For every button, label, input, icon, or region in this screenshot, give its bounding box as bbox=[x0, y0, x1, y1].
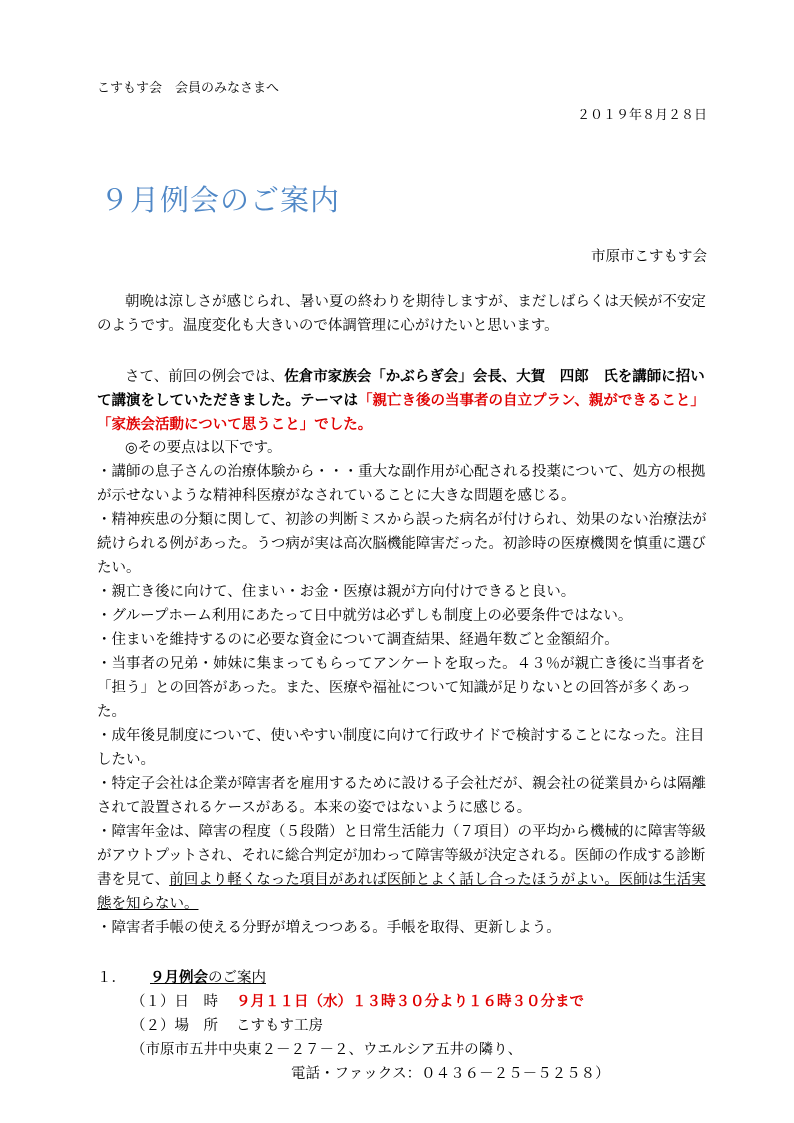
summary-heading: ◎その要点は以下です。 bbox=[125, 440, 282, 456]
list-item: ・障害者手帳の使える分野が増えつつある。手帳を取得、更新しよう。 bbox=[97, 920, 561, 936]
list-item: ・特定子会社は企業が障害者を雇用するために設ける子会社だが、親会社の従業員からは隔離されて設置されるケースがある。本来の姿ではないように感じる。 bbox=[97, 776, 706, 816]
intro-paragraph bbox=[97, 365, 707, 437]
meeting-place-row bbox=[97, 1014, 717, 1038]
section-heading-bold: ９月例会 bbox=[150, 970, 208, 986]
list-item: ・講師の息子さんの治療体験から・・・重大な副作用が心配される投薬について、処方の根拠が示せないような精神科医療がなされていることに大きな問題を感じる。 bbox=[97, 464, 706, 504]
list-item: ・住まいを維持するのに必要な資金について調査結果、経過年数ごと金額紹介。 bbox=[97, 632, 619, 648]
meeting-section bbox=[97, 966, 717, 1086]
pension-underlined: 前回より軽くなった項目があれば医師とよく話し合ったほうがよい。医師は生活実態を知らない。 bbox=[97, 872, 706, 912]
organization-name: 市原市こすもす会 bbox=[591, 249, 707, 265]
pension-text: ・障害年金は、障害の程度（５段階）と日常生活能力（７項目）の平均から機械的に障害等級がアウトプットされ、それに総合判定が加わって障害等級が決定される。医師の作成する診断書を見て、 bbox=[97, 824, 706, 888]
place-value: こすもす工房 bbox=[236, 1018, 323, 1034]
section-number: １． bbox=[97, 970, 126, 986]
list-item: ・当事者の兄弟・姉妹に集まってもらってアンケートを取った。４３％が親亡き後に当事者を「担う」との回答があった。また、医療や福祉について知識が足りないとの回答が多くあった。 bbox=[97, 656, 706, 720]
intro-prefix: さて、前回の例会では、 bbox=[125, 369, 285, 385]
greeting-paragraph: 朝晩は涼しさが感じられ、暑い夏の終わりを期待しますが、まだしばらくは天候が不安定のようです。温度変化も大きいので体調管理に心がけたいと思います。 bbox=[97, 294, 706, 334]
page-title: ９月例会のご案内 bbox=[100, 183, 341, 217]
addressee: こすもす会 会員のみなさまへ bbox=[97, 81, 280, 96]
list-item: ・親亡き後に向けて、住まい・お金・医療は親が方向付けできると良い。 bbox=[97, 584, 576, 600]
letter-date: ２０１９年８月２８日 bbox=[576, 108, 707, 123]
list-item: ・グループホーム利用にあたって日中就労は必ずしも制度上の必要条件ではない。 bbox=[97, 608, 633, 624]
place-label: （２）場 所 bbox=[131, 1018, 218, 1034]
date-label: （１）日 時 bbox=[131, 994, 218, 1010]
list-item: ・成年後見制度について、使いやすい制度に向けて行政サイドで検討することになった。注目したい。 bbox=[97, 728, 705, 768]
intro-speaker: 佐倉市家族会「かぶらぎ会」会長、大賀 四郎 氏を講師に招いて講演をしていただきました。テーマは bbox=[97, 369, 705, 409]
meeting-date-row bbox=[97, 990, 717, 1014]
intro-theme: 「親亡き後の当事者の自立プラン、親ができること」「家族会活動について思うこと」でした。 bbox=[97, 393, 705, 433]
list-item-pension bbox=[97, 820, 707, 916]
meeting-contact: 電話・ファックス：０４３６－２５－５２５８） bbox=[291, 1066, 610, 1082]
summary-list bbox=[97, 436, 707, 940]
meeting-address: （市原市五井中央東２－２７－２、ウエルシア五井の隣り、 bbox=[131, 1042, 523, 1058]
section-heading-rest: のご案内 bbox=[208, 970, 266, 986]
list-item: ・精神疾患の分類に関して、初診の判断ミスから誤った病名が付けられ、効果のない治療法が続けられる例があった。うつ病が実は高次脳機能障害だった。初診時の医療機関を慎重に選びたい。 bbox=[97, 512, 707, 576]
date-value: ９月１１日（水）１３時３０分より１６時３０分まで bbox=[236, 994, 584, 1010]
section-heading bbox=[97, 966, 717, 990]
